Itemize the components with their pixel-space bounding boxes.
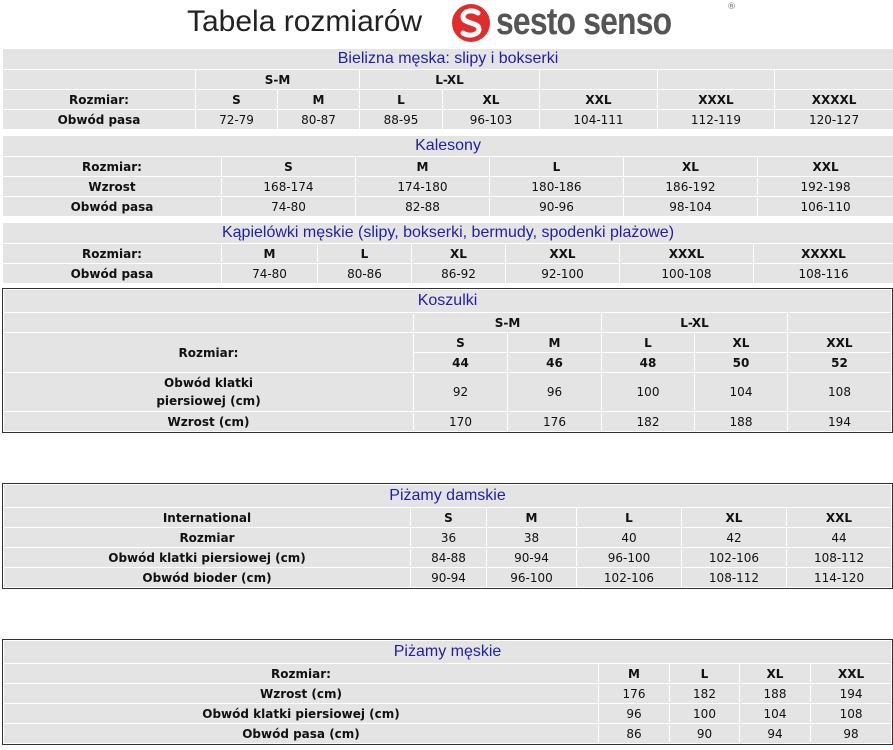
- intl-cell: XL: [682, 508, 787, 528]
- size-cell: XXXXL: [775, 90, 893, 110]
- waist-cell: 74-80: [222, 264, 318, 284]
- size-cell: 42: [682, 528, 787, 548]
- size-row-label: Rozmiar:: [4, 664, 599, 684]
- height-cell: 182: [670, 684, 740, 704]
- size-cell: M: [356, 157, 490, 177]
- waist-row-label: Obwód pasa: [3, 197, 222, 217]
- waist-cell: 90-96: [490, 197, 624, 217]
- size-cell: M: [222, 244, 318, 264]
- eu-size-cell: 50: [695, 353, 788, 373]
- size-cell: S: [196, 90, 278, 110]
- size-cell: XXL: [811, 664, 892, 684]
- intl-cell: XXL: [787, 508, 892, 528]
- size-cell: L: [602, 333, 695, 353]
- size-cell: L: [360, 90, 443, 110]
- waist-cell: 80-87: [278, 110, 360, 130]
- hips-row-label: Obwód bioder (cm): [4, 568, 411, 588]
- chest-cell: 92: [414, 373, 508, 412]
- hips-cell: 114-120: [787, 568, 892, 588]
- intl-cell: S: [411, 508, 487, 528]
- registered-mark: ®: [727, 2, 736, 12]
- height-cell: 182: [602, 412, 695, 432]
- waist-cell: 92-100: [506, 264, 620, 284]
- chest-row-label: Obwód klatki piersiowej (cm): [4, 704, 599, 724]
- size-cell: XL: [740, 664, 811, 684]
- height-cell: 174-180: [356, 177, 490, 197]
- waist-cell: 108-116: [754, 264, 893, 284]
- kapielowki-table: [2, 222, 893, 284]
- size-cell: S: [222, 157, 356, 177]
- height-cell: 176: [508, 412, 602, 432]
- intl-row-label: International: [4, 508, 411, 528]
- chest-cell: 102-106: [682, 548, 787, 568]
- size-cell: XXL: [788, 333, 892, 353]
- pizamy-meskie-title: Piżamy męskie: [4, 641, 892, 664]
- hips-cell: 90-94: [411, 568, 487, 588]
- chest-cell: 96-100: [577, 548, 682, 568]
- size-cell: M: [599, 664, 670, 684]
- eu-size-cell: 46: [508, 353, 602, 373]
- group-sm-label: S-M: [414, 313, 602, 333]
- waist-cell: 100-108: [620, 264, 754, 284]
- size-cell: XXXL: [620, 244, 754, 264]
- height-row-label: Wzrost (cm): [4, 412, 414, 432]
- chest-row-label-text: Obwód klatki piersiowej (cm): [156, 376, 261, 408]
- size-row-label: Rozmiar:: [3, 90, 196, 110]
- eu-size-cell: 48: [602, 353, 695, 373]
- height-cell: 192-198: [758, 177, 893, 197]
- kalesony-title: Kalesony: [3, 136, 893, 157]
- hips-cell: 102-106: [577, 568, 682, 588]
- size-cell: M: [278, 90, 360, 110]
- size-cell: XXL: [540, 90, 658, 110]
- chest-cell: 96: [508, 373, 602, 412]
- waist-row-label: Obwód pasa (cm): [4, 724, 599, 744]
- bielizna-table: [2, 48, 893, 130]
- waist-row-label: Obwód pasa: [3, 110, 196, 130]
- size-cell: XL: [624, 157, 758, 177]
- size-row-label: Rozmiar:: [3, 157, 222, 177]
- bielizna-title: Bielizna męska: slipy i bokserki: [3, 49, 893, 70]
- chest-cell: 90-94: [487, 548, 577, 568]
- size-cell: XL: [695, 333, 788, 353]
- size-cell: XXL: [506, 244, 620, 264]
- waist-cell: 86: [599, 724, 670, 744]
- height-cell: 170: [414, 412, 508, 432]
- height-cell: 168-174: [222, 177, 356, 197]
- size-cell: S: [414, 333, 508, 353]
- size-cell: L: [490, 157, 624, 177]
- group-sm-label: S-M: [196, 70, 360, 90]
- eu-size-cell: 52: [788, 353, 892, 373]
- size-cell: L: [670, 664, 740, 684]
- height-cell: 176: [599, 684, 670, 704]
- chest-cell: 100: [602, 373, 695, 412]
- chest-cell: 108: [788, 373, 892, 412]
- page-header: [0, 0, 893, 46]
- size-row-label: Rozmiar:: [3, 244, 222, 264]
- group-lxl-label: L-XL: [602, 313, 788, 333]
- height-cell: 186-192: [624, 177, 758, 197]
- height-row-label: Wzrost: [3, 177, 222, 197]
- size-cell: 44: [787, 528, 892, 548]
- koszulki-table: [3, 289, 892, 432]
- intl-cell: M: [487, 508, 577, 528]
- chest-cell: 104: [740, 704, 811, 724]
- waist-cell: 72-79: [196, 110, 278, 130]
- waist-cell: 98-104: [624, 197, 758, 217]
- waist-cell: 82-88: [356, 197, 490, 217]
- chest-row-label: [4, 373, 414, 412]
- waist-cell: 74-80: [222, 197, 356, 217]
- kalesony-table: [2, 135, 893, 217]
- waist-cell: 96-103: [443, 110, 540, 130]
- size-cell: 36: [411, 528, 487, 548]
- size-cell: XL: [412, 244, 506, 264]
- size-cell: XL: [443, 90, 540, 110]
- height-cell: 188: [740, 684, 811, 704]
- height-cell: 194: [811, 684, 892, 704]
- size-cell: XXXL: [658, 90, 775, 110]
- height-cell: 194: [788, 412, 892, 432]
- chest-row-label: Obwód klatki piersiowej (cm): [4, 548, 411, 568]
- chest-cell: 104: [695, 373, 788, 412]
- chest-cell: 108: [811, 704, 892, 724]
- group-lxl-label: L-XL: [360, 70, 540, 90]
- size-row-label: Rozmiar: [4, 528, 411, 548]
- size-cell: XXXXL: [754, 244, 893, 264]
- size-row-label: Rozmiar:: [4, 333, 414, 373]
- height-row-label: Wzrost (cm): [4, 684, 599, 704]
- eu-size-cell: 44: [414, 353, 508, 373]
- intl-cell: L: [577, 508, 682, 528]
- size-cell: L: [318, 244, 412, 264]
- waist-cell: 86-92: [412, 264, 506, 284]
- pizamy-damskie-table: [3, 484, 892, 588]
- pizamy-damskie-title: Piżamy damskie: [4, 485, 892, 508]
- waist-cell: 80-86: [318, 264, 412, 284]
- chest-cell: 84-88: [411, 548, 487, 568]
- waist-cell: 106-110: [758, 197, 893, 217]
- waist-cell: 88-95: [360, 110, 443, 130]
- kapielowki-title: Kąpielówki męskie (slipy, bokserki, bermudy, spodenki plażowe): [3, 223, 893, 244]
- chest-cell: 100: [670, 704, 740, 724]
- size-cell: M: [508, 333, 602, 353]
- brand-name: sesto senso: [496, 1, 672, 43]
- page-title: Tabela rozmiarów: [187, 5, 423, 38]
- waist-cell: 90: [670, 724, 740, 744]
- waist-cell: 104-111: [540, 110, 658, 130]
- pizamy-meskie-table: [3, 640, 892, 744]
- height-cell: 180-186: [490, 177, 624, 197]
- hips-cell: 108-112: [682, 568, 787, 588]
- chest-cell: 96: [599, 704, 670, 724]
- waist-cell: 120-127: [775, 110, 893, 130]
- waist-cell: 94: [740, 724, 811, 744]
- hips-cell: 96-100: [487, 568, 577, 588]
- waist-cell: 98: [811, 724, 892, 744]
- waist-cell: 112-119: [658, 110, 775, 130]
- sesto-senso-logo-icon: [452, 4, 490, 42]
- chest-cell: 108-112: [787, 548, 892, 568]
- size-cell: 40: [577, 528, 682, 548]
- size-cell: 38: [487, 528, 577, 548]
- koszulki-title: Koszulki: [4, 290, 892, 313]
- height-cell: 188: [695, 412, 788, 432]
- size-cell: XXL: [758, 157, 893, 177]
- waist-row-label: Obwód pasa: [3, 264, 222, 284]
